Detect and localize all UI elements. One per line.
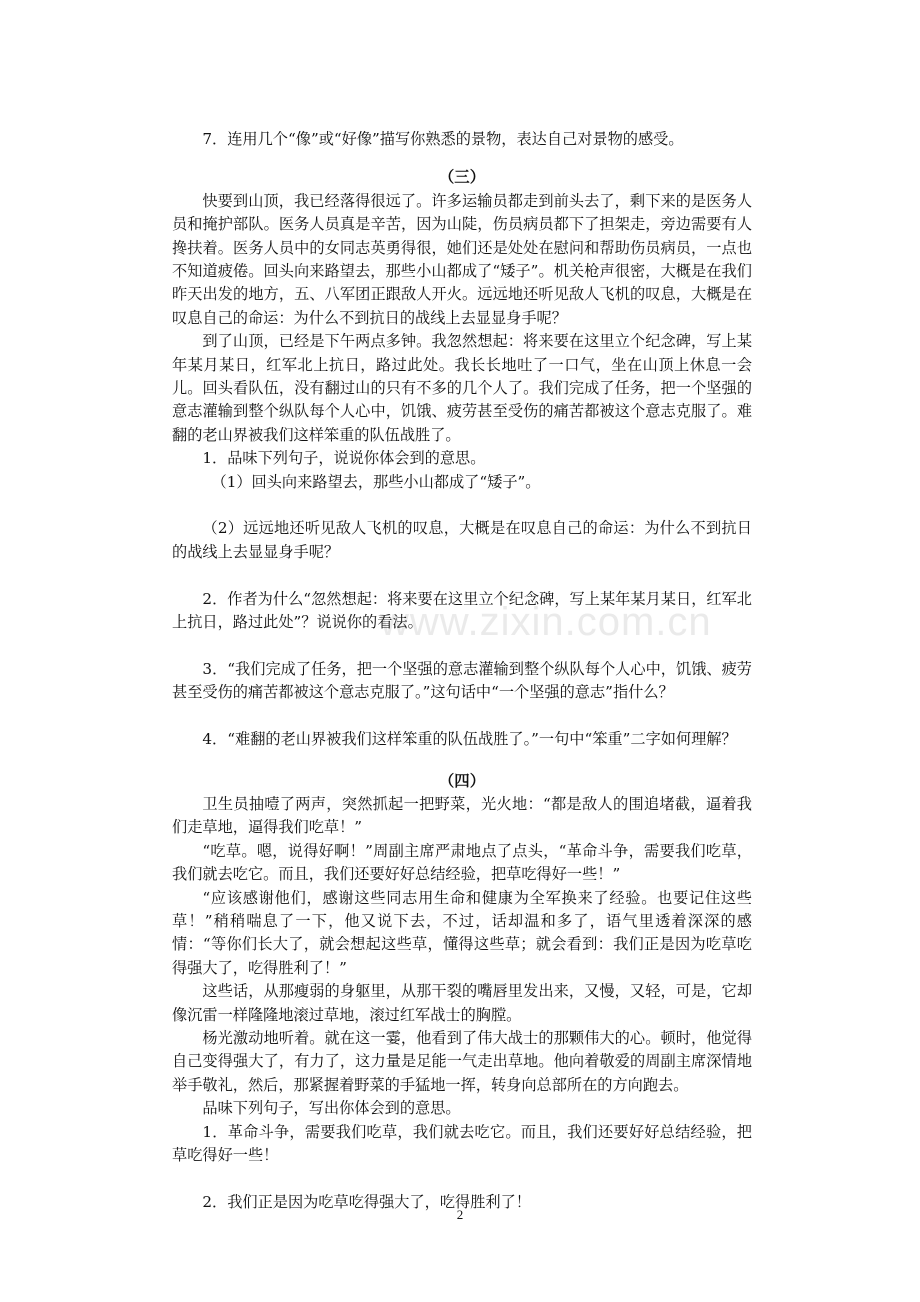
watermark: www.zixin.com.cn	[380, 600, 712, 644]
section-4-paragraph-1: 卫生员抽噎了两声，突然抓起一把野菜，光火地：“都是敌人的围追堵截，逼着我们走草地，逼得我们吃草！”	[172, 794, 752, 837]
section-4-paragraph-3: “应该感谢他们，感谢这些同志用生命和健康为全军换来了经验。也要记住这些草！”稍稍喘息了一下，他又说下去，不过，话却温和多了，语气里透着深深的感情：“等你们长大了，就会想起这些草，懂得这些草；就会看到：我们正是因为吃草吃得强大了，吃得胜利了！”	[172, 888, 752, 977]
section-4-instruction: 品味下列句子，写出你体会到的意思。	[202, 1099, 461, 1118]
section-4-paragraph-2: “吃草。嗯，说得好啊！”周副主席严肃地点了点头，“革命斗争，需要我们吃草，我们就去吃它。而且，我们还要好好总结经验，把草吃得好一些！”	[172, 841, 752, 884]
section-3-heading: （三）	[438, 168, 486, 187]
question-1-part-2: （2）远远地还听见敌人飞机的叹息，大概是在叹息自己的命运：为什么不到抗日的战线上去显显身手呢？	[172, 519, 752, 561]
section-3-paragraph-1: 快要到山顶，我已经落得很远了。许多运输员都走到前头去了，剩下来的是医务人员和掩护部队。医务人员真是辛苦，因为山陡，伤员病员都下了担架走，旁边需要有人搀扶着。医务人员中的女同志英勇得很，她们还是处处在慰问和帮助伤员病员，一点也不知道疲倦。回头向来路望去，那些小山都成了“矮子”。机关枪声很密，大概是在我们昨天出发的地方，五、八军团正跟敌人开火。远远地还听见敌人飞机的叹息，大概是在叹息自己的命运：为什么不到抗日的战线上去显显身手呢？	[172, 191, 752, 327]
page-number: 2	[456, 1207, 464, 1222]
section-3-paragraph-2: 到了山顶，已经是下午两点多钟。我忽然想起：将来要在这里立个纪念碑，写上某年某月某日，红军北上抗日，路过此处。我长长地吐了一口气，坐在山顶上休息一会儿。回头看队伍，没有翻过山的只有不多的几个人了。我们完成了任务，把一个坚强的意志灌输到整个纵队每个人心中，饥饿、疲劳甚至受伤的痛苦都被这个意志克服了。难翻的老山界被我们这样笨重的队伍战胜了。	[172, 332, 752, 444]
question-1-part-1: （1）回头向来路望去，那些小山都成了“矮子”。	[211, 472, 541, 491]
section-4-paragraph-4: 这些话，从那瘦弱的身躯里，从那干裂的嘴唇里发出来，又慢，又轻，可是，它却像沉雷一样隆隆地滚过草地，滚过红军战士的胸膛。	[172, 982, 752, 1024]
section-4-paragraph-5: 杨光激动地听着。就在这一霎，他看到了伟大战士的那颗伟大的心。顿时，他觉得自己变得强大了，有力了，这力量是足能一气走出草地。他向着敬爱的周副主席深情地举手敬礼，然后，那紧握着野菜的手猛地一挥，转身向总部所在的方向跑去。	[172, 1028, 752, 1094]
question-4: 4．“难翻的老山界被我们这样笨重的队伍战胜了。”一句中“笨重”二字如何理解？	[202, 730, 737, 749]
section-4-heading: （四）	[438, 771, 486, 790]
previous-question-7: 7．连用几个“像”或“好像”描写你熟悉的景物，表达自己对景物的感受。	[202, 130, 684, 148]
question-3: 3．“我们完成了任务，把一个坚强的意志灌输到整个纵队每个人心中，饥饿、疲劳甚至受伤的痛苦都被这个意志克服了。”这句话中“一个坚强的意志”指什么？	[172, 659, 752, 702]
section-4-sentence-2: 2．我们正是因为吃草吃得强大了，吃得胜利了！	[202, 1192, 531, 1211]
section-4-sentence-1: 1．革命斗争，需要我们吃草，我们就去吃它。而且，我们还要好好总结经验，把草吃得好一些！	[172, 1122, 752, 1164]
question-1: 1．品味下列句子，说说你体会到的意思。	[202, 449, 486, 468]
document-body	[172, 126, 752, 1214]
question-2: 2．作者为什么“忽然想起：将来要在这里立个纪念碑，写上某年某月某日，红军北上抗日，路过此处”？说说你的看法。	[172, 589, 752, 632]
